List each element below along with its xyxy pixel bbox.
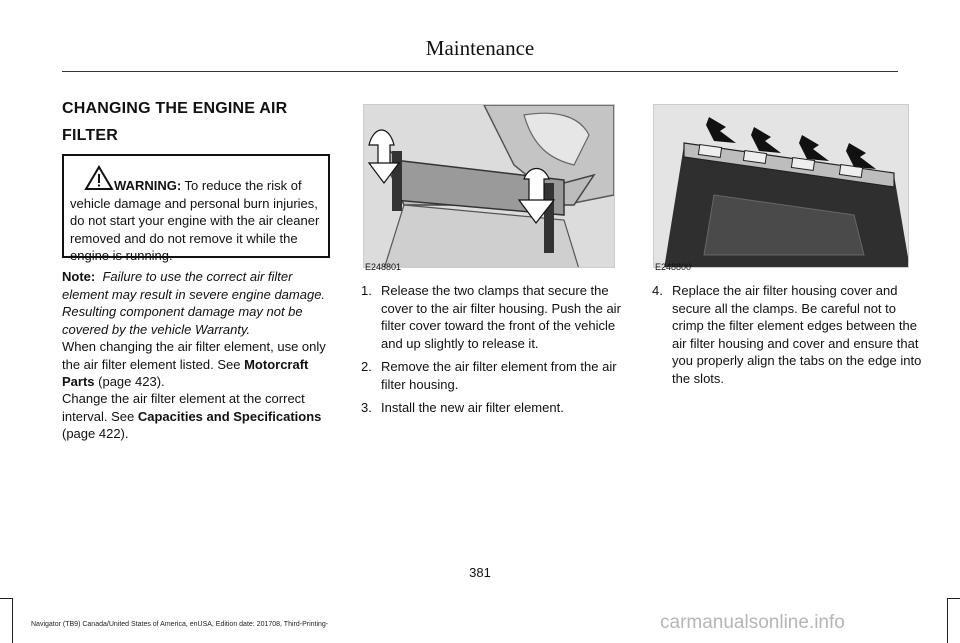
step-text: Install the new air filter element. [381, 400, 564, 415]
crop-mark [948, 598, 960, 599]
air-filter-housing-illustration [364, 105, 615, 268]
filter-element-paragraph [62, 338, 334, 391]
figure-code-2: E248800 [655, 262, 692, 272]
interval-paragraph [62, 390, 334, 443]
step-1 [361, 282, 633, 352]
warning-text-first: To reduce the risk of [181, 178, 302, 193]
warning-triangle-icon [84, 165, 114, 191]
air-filter-cover-illustration [654, 105, 909, 268]
note-label: Note: [62, 269, 96, 284]
motorcraft-parts-link[interactable]: Motorcraft Parts [62, 356, 309, 389]
note-text: Failure to use the correct air filter element may result in severe engine damage. Resulting component damage may not be covered by the vehicle Warranty. [62, 269, 326, 337]
crop-mark [947, 598, 948, 643]
page-header-title: Maintenance [425, 36, 535, 60]
header-divider [62, 71, 898, 72]
warning-text: vehicle damage and personal burn injuries, do not start your engine with the air cleaner removed and do not remove it while the engine is running. [70, 195, 320, 263]
section-title: CHANGING THE ENGINE AIR FILTER [62, 100, 288, 144]
interval-text: Change the air filter element at the correct interval. See [62, 391, 305, 424]
warning-label: WARNING: [114, 178, 182, 193]
step-text: Remove the air filter element from the air filter housing. [381, 359, 617, 392]
step-text: Replace the air filter housing cover and secure all the clamps. Be careful not to crimp the filter element edges between the air filter housing and cover and ensure that you properly align the tabs on the edge into the slots. [672, 283, 922, 386]
capacities-page: (page 422). [62, 426, 129, 441]
steps-list-continued [652, 282, 924, 393]
filter-element-text: When changing the air filter element, use only the air filter element listed. See [62, 339, 326, 372]
page-number: 381 [469, 565, 491, 580]
edition-footer: Navigator (TB9) Canada/United States of America, enUSA, Edition date: 201708, Third-Printing- [31, 621, 329, 628]
figure-code-1: E248801 [365, 262, 402, 272]
crop-mark [12, 598, 13, 643]
note-paragraph [62, 268, 334, 338]
steps-list [361, 282, 633, 423]
crop-mark [0, 598, 12, 599]
step-2 [361, 358, 633, 393]
warning-box [62, 154, 330, 263]
step-number: 4. [652, 283, 663, 298]
watermark: carmanualsonline.info [660, 612, 845, 633]
step-3 [361, 399, 633, 417]
figure-release-clamps [363, 104, 615, 268]
capacities-link[interactable]: Capacities and Specifications [137, 408, 322, 424]
step-4 [652, 282, 924, 387]
step-number: 2. [361, 359, 372, 374]
step-text: Release the two clamps that secure the cover to the air filter housing. Push the air filter cover toward the front of the vehicle and up slightly to release it. [381, 283, 621, 351]
figure-align-tabs [653, 104, 909, 268]
step-number: 3. [361, 400, 372, 415]
motorcraft-parts-page: (page 423). [94, 374, 165, 389]
step-number: 1. [361, 283, 372, 298]
